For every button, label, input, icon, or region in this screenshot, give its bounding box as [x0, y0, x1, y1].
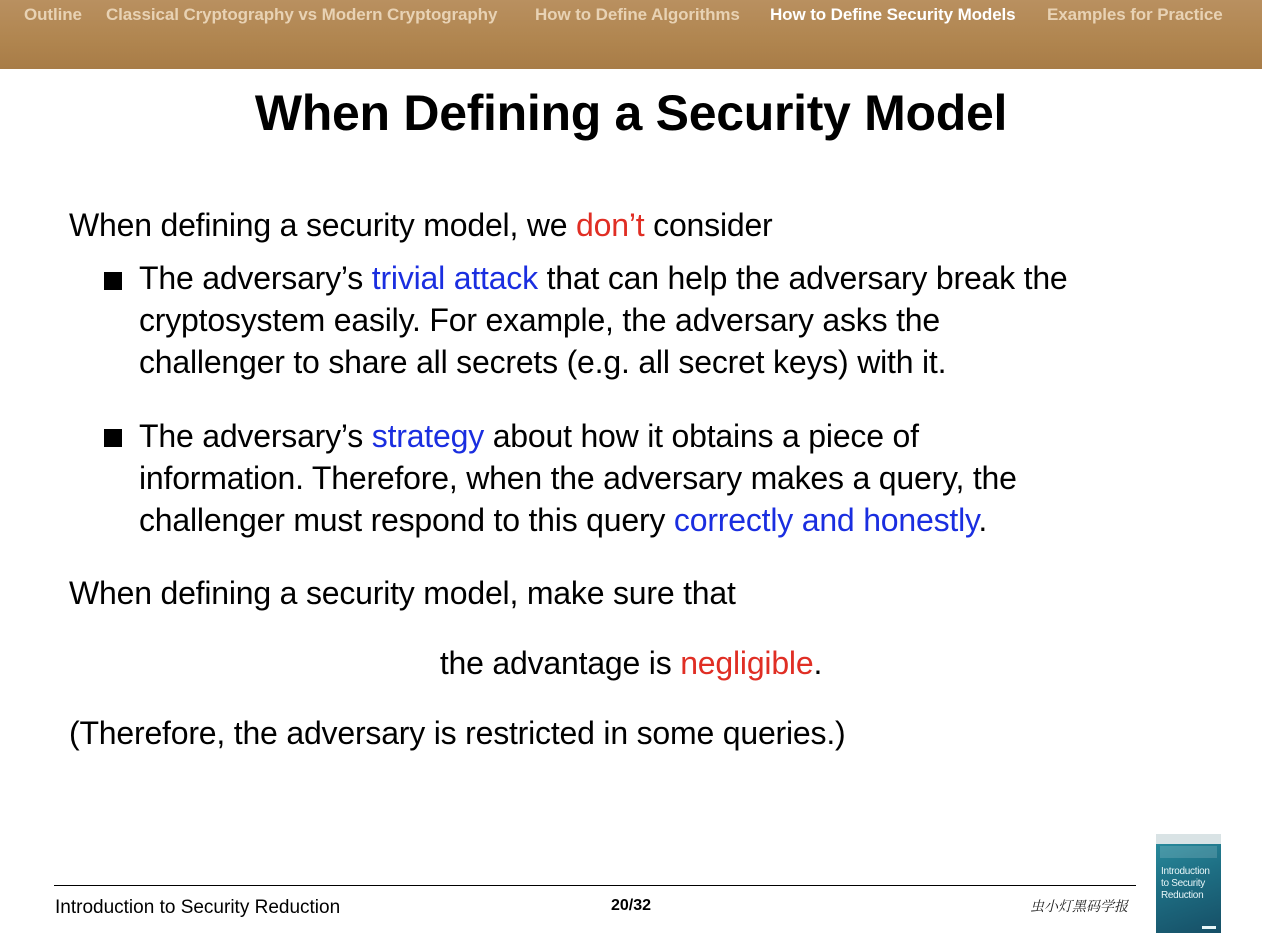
bullet-text: challenger must respond to this query: [139, 502, 674, 538]
nav-item-classical-vs-modern[interactable]: Classical Cryptography vs Modern Cryptography: [106, 5, 498, 24]
bullet-marker: [104, 429, 122, 447]
nav-item-define-security-models[interactable]: How to Define Security Models: [770, 5, 1016, 24]
book-title-line: Reduction: [1161, 890, 1204, 901]
centered-text-end: .: [813, 645, 823, 681]
centered-text: the advantage is: [439, 645, 681, 681]
bullet-line: [139, 499, 1017, 541]
nav-item-outline[interactable]: Outline: [24, 5, 82, 24]
bullet-line: information. Therefore, when the adversary makes a query, the: [139, 460, 1017, 496]
note-paragraph: (Therefore, the adversary is restricted in some queries.): [69, 715, 846, 751]
calligraphy-logo: [1030, 894, 1134, 916]
intro-text: When defining a security model, we: [69, 207, 577, 243]
book-cover-image: [1156, 834, 1221, 933]
intro-text-end: consider: [644, 207, 773, 243]
book-title-line: to Security: [1161, 878, 1205, 889]
book-cover-publisher-mark: [1202, 926, 1216, 929]
bullet-text: The adversary’s: [139, 260, 372, 296]
footer-course-title: Introduction to Security Reduction: [55, 897, 341, 918]
bullet-line: [139, 415, 1017, 457]
bullet-text: about how it obtains a piece of: [484, 418, 919, 454]
bullet-highlight: trivial attack: [371, 260, 538, 296]
book-title-line: Introduction: [1161, 866, 1210, 877]
second-intro-paragraph: When defining a security model, make sure that: [69, 575, 736, 611]
bullet-text: .: [978, 502, 988, 538]
bullet-line: challenger to share all secrets (e.g. all secret keys) with it.: [139, 344, 947, 380]
footer-divider: [54, 885, 1136, 886]
bullet-highlight: correctly and honestly: [673, 502, 979, 538]
bullet-text: The adversary’s: [139, 418, 372, 454]
slide-title: When Defining a Security Model: [254, 85, 1008, 141]
bullet-line: cryptosystem easily. For example, the adversary asks the: [139, 302, 940, 338]
bullet-marker: [104, 272, 122, 290]
book-cover-decoration: [1160, 846, 1217, 858]
bullet-line: [139, 257, 1068, 299]
svg-text:虫小灯黑码学报: 虫小灯黑码学报: [1030, 899, 1128, 915]
intro-highlight: don’t: [576, 207, 645, 243]
intro-paragraph: [69, 204, 773, 246]
book-cover-title: [1161, 866, 1219, 902]
section-navigation-bar: [0, 0, 1262, 69]
nav-item-define-algorithms[interactable]: How to Define Algorithms: [535, 5, 740, 24]
bullet-item-trivial-attack: [139, 257, 1068, 383]
bullet-text: that can help the adversary break the: [537, 260, 1068, 296]
nav-item-examples[interactable]: Examples for Practice: [1047, 5, 1223, 24]
centered-statement: [0, 642, 1262, 684]
centered-highlight: negligible: [680, 645, 814, 681]
bullet-item-strategy: [139, 415, 1017, 541]
page-number: 20/32: [610, 897, 652, 914]
book-cover-band: [1156, 834, 1221, 844]
bullet-highlight: strategy: [371, 418, 484, 454]
